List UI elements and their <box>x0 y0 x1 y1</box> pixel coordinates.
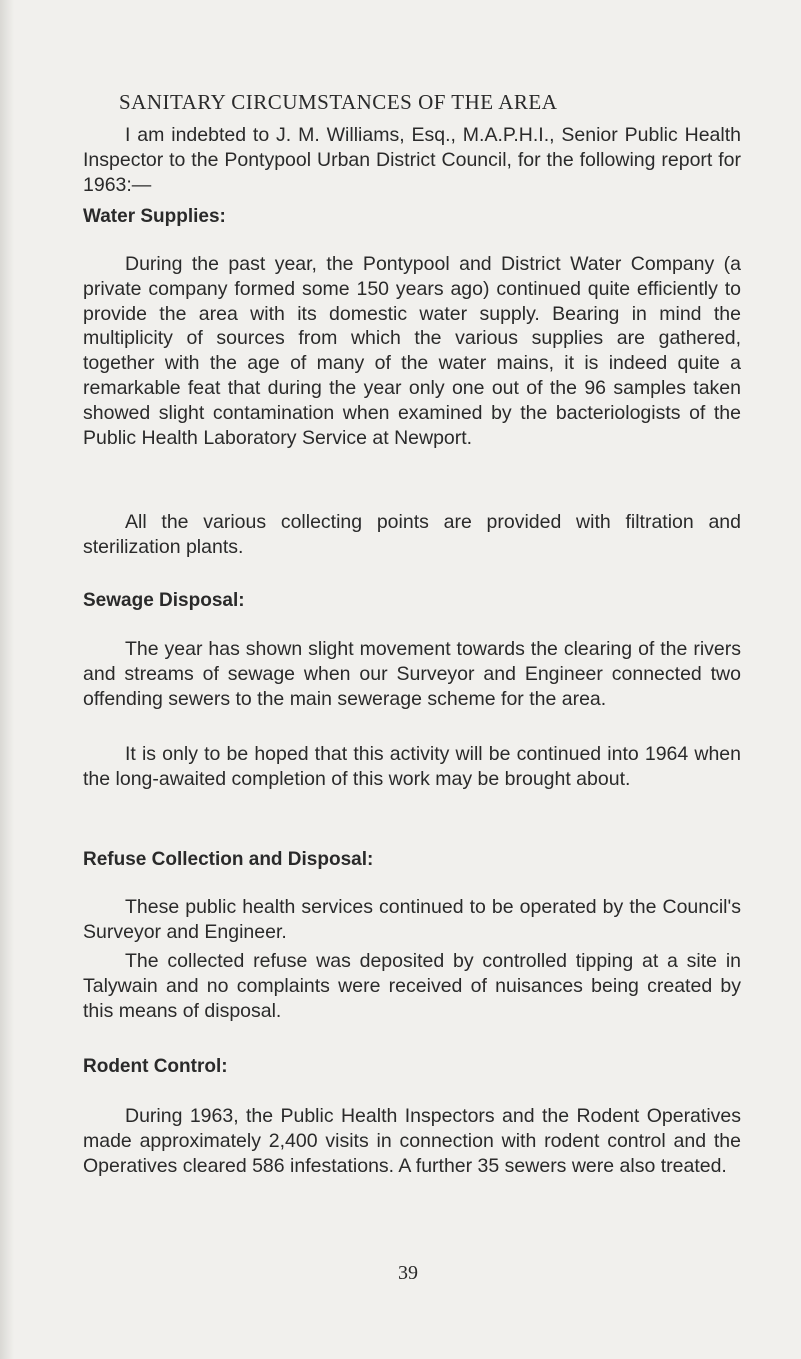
section-heading-water-supplies: Water Supplies: <box>83 206 226 227</box>
water-supplies-paragraph-2: All the various collecting points are provided with filtration and sterilization plants. <box>83 511 741 558</box>
page-edge-shadow <box>0 0 14 1359</box>
refuse-collection-paragraph-2: The collected refuse was deposited by controlled tipping at a site in Talywain and no complaints were received of nuisances being created by this means of disposal. <box>83 950 741 1022</box>
intro-paragraph: I am indebted to J. M. Williams, Esq., M.A.P.H.I., Senior Public Health Inspector to the Pontypool Urban District Council, for the following report for 1963:— <box>83 124 741 196</box>
refuse-collection-paragraph-1: These public health services continued to be operated by the Council's Surveyor and Engineer. <box>83 896 741 943</box>
rodent-control-paragraph-1: During 1963, the Public Health Inspectors and the Rodent Operatives made approximately 2,400 visits in connection with rodent control and the Operatives cleared 586 infestations. A further 35 sewers were also treated. <box>83 1105 741 1177</box>
section-heading-rodent-control: Rodent Control: <box>83 1056 228 1077</box>
sewage-disposal-paragraph-2: It is only to be hoped that this activity will be continued into 1964 when the long-awaited completion of this work may be brought about. <box>83 743 741 790</box>
page-title: SANITARY CIRCUMSTANCES OF THE AREA <box>119 90 558 114</box>
water-supplies-paragraph-1: During the past year, the Pontypool and District Water Company (a private company formed some 150 years ago) continued quite efficiently to provide the area with its domestic water supply. Bearing in mind the multiplicity of sources from which the various supplies are gathered, together with the age of many of the water mains, it is indeed quite a remarkable feat that during the year only one out of the 96 samples taken showed slight contamination when examined by the bacteriologists of the Public Health Laboratory Service at Newport. <box>83 253 741 449</box>
sewage-disposal-paragraph-1: The year has shown slight movement towards the clearing of the rivers and streams of sewage when our Surveyor and Engineer connected two offending sewers to the main sewerage scheme for the area. <box>83 638 741 710</box>
section-heading-sewage-disposal: Sewage Disposal: <box>83 590 245 611</box>
section-heading-refuse-collection: Refuse Collection and Disposal: <box>83 849 374 870</box>
page-number: 39 <box>398 1262 418 1284</box>
